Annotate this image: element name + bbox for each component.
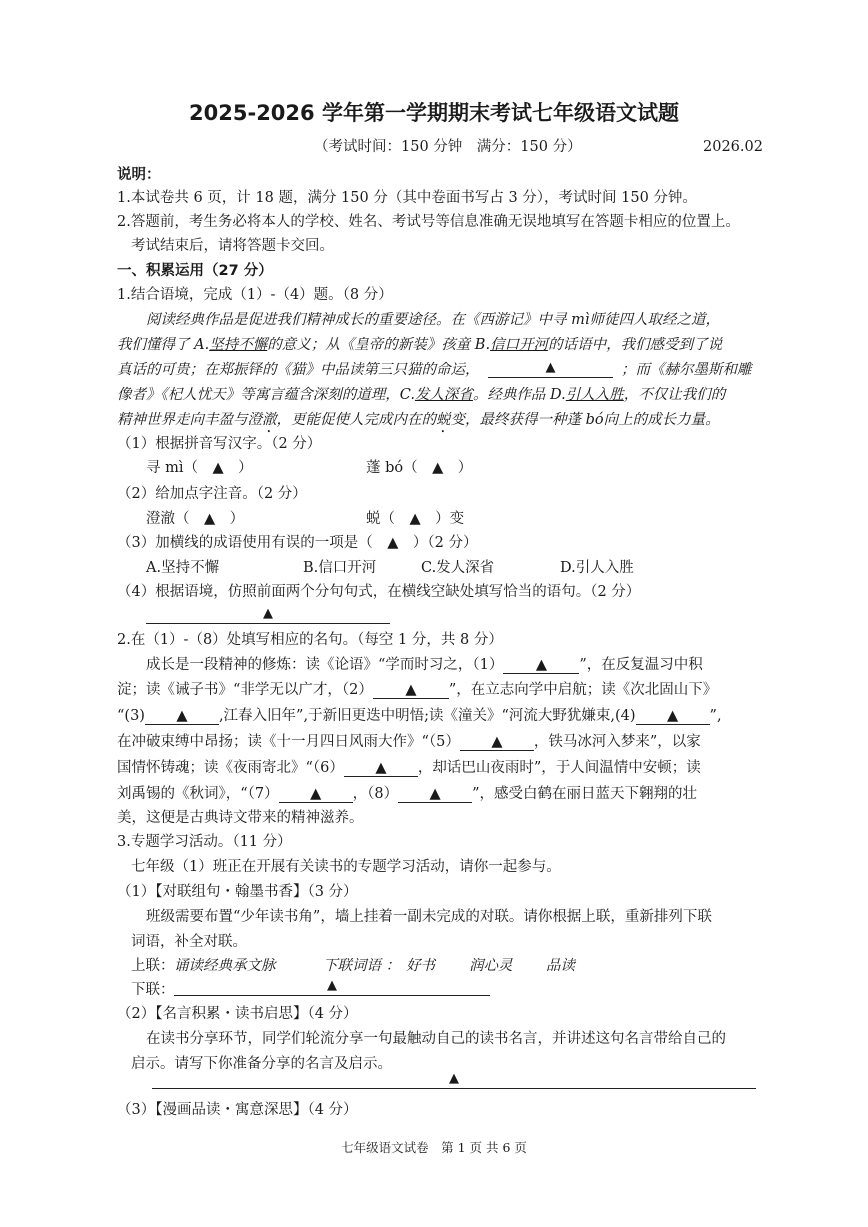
- q1-sub3: （3）加横线的成语使用有误的一项是（ ▲ ）（2 分）: [117, 535, 478, 551]
- q3-sub2-p1: 在读书分享环节，同学们轮流分享一句最触动自己的读书名言，并讲述这句名言带给自己的: [146, 1031, 726, 1047]
- page-footer: 七年级语文试卷 第 1 页 共 6 页: [341, 1140, 527, 1155]
- q1-passage-line-2: [117, 336, 722, 354]
- q2-l3c: ”,: [709, 708, 722, 724]
- exam-meta: （考试时间：150 分钟 满分：150 分）: [314, 139, 582, 155]
- q2-l3b: ,江春入旧年”,于新旧更迭中明悟;读《潼关》“河流大野犹嫌束,(4): [218, 708, 636, 724]
- q2-l2b: ”，在立志向学中启航；读《次北固山下》: [448, 682, 718, 698]
- q1-passage-line-3b: ；而《赫尔墨斯和雕: [621, 362, 752, 378]
- q2-blank-7[interactable]: ▲: [279, 786, 353, 803]
- upper-couplet-text: 诵读经典承文脉: [174, 958, 276, 974]
- q1-passage-line-5: [117, 411, 720, 436]
- q2-l6a: 刘禹锡的《秋词》，“（7）: [117, 786, 279, 802]
- q3-sub1: （1）【对联组句・翰墨书香】（3 分）: [117, 884, 358, 900]
- q2-l6c: ”，感受白鹤在丽日蓝天下翱翔的壮: [472, 786, 698, 802]
- q2-blank-1[interactable]: ▲: [503, 657, 579, 674]
- q2-line-3: [117, 707, 722, 725]
- q1-passage-line-1: 阅读经典作品是促进我们精神成长的重要途径。在《西游记》中寻 mì师徒四人取经之道，: [146, 312, 720, 328]
- q2-line-4: [117, 733, 701, 751]
- q2-l5b: ，却话巴山夜雨时”，于人间温情中安顿；读: [417, 760, 701, 776]
- q1-sub1-a[interactable]: 寻 mì（ ▲ ）: [146, 460, 253, 476]
- idiom-a: 坚持不懈: [209, 337, 268, 353]
- option-c[interactable]: C.发人深省: [421, 560, 495, 576]
- notes-label: 说明：: [117, 167, 161, 183]
- lower-couplet-label: 下联：: [131, 982, 175, 998]
- exam-title: 2025-2026 学年第一学期期末考试七年级语文试题: [189, 101, 679, 125]
- dotted-char-tui: 蜕: [436, 412, 451, 428]
- q1-p5c: 变，最终获得一种蓬 bó向上的成长力量。: [450, 412, 720, 428]
- q2-l3a: “(3): [117, 708, 145, 724]
- q1-p2a: 我们懂得了 A.: [117, 337, 210, 353]
- q3-sub3: （3）【漫画品读・寓意深思】（4 分）: [117, 1102, 358, 1118]
- upper-couplet-label: 上联：: [131, 958, 175, 974]
- exam-date: 2026.02: [703, 139, 763, 155]
- idiom-c: 发人深省: [414, 387, 473, 403]
- section-heading: 一、积累运用（27 分）: [117, 263, 273, 279]
- q3-intro: 七年级（1）班正在开展有关读书的专题学习活动，请你一起参与。: [131, 859, 561, 875]
- q2-stem: 2.在（1）-（8）处填写相应的名句。（每空 1 分，共 8 分）: [117, 632, 503, 648]
- q1-p2c: 的话语中，我们感受到了说: [548, 337, 723, 353]
- q2-l2a: 淀；读《诫子书》“非学无以广才，（2）: [117, 682, 373, 698]
- q2-line-6: [117, 785, 697, 803]
- q1-passage-blank[interactable]: ▲: [488, 359, 613, 378]
- q1-sub2: （2）给加点字注音。（2 分）: [117, 486, 307, 502]
- lower-word-3: 品读: [546, 958, 575, 974]
- q2-line-2: [117, 681, 717, 699]
- q2-blank-8[interactable]: ▲: [398, 786, 472, 803]
- q2-l1a: 成长是一段精神的修炼：读《论语》“学而时习之，（1）: [146, 657, 504, 673]
- q2-line-7: 美，这便是古典诗文带来的精神滋养。: [117, 810, 364, 826]
- q1-p5b: ，更能促使人完成内在的: [276, 412, 436, 428]
- note-1: 1.本试卷共 6 页，计 18 题，满分 150 分（其中卷面书写占 3 分），考试时间 150 分钟。: [117, 190, 697, 206]
- q3-stem: 3.专题学习活动。（11 分）: [117, 834, 292, 850]
- q2-blank-5[interactable]: ▲: [460, 734, 534, 751]
- q1-sub2-a[interactable]: 澄澈（ ▲ ）: [146, 511, 245, 527]
- q2-blank-4[interactable]: ▲: [636, 708, 710, 725]
- q1-p4c: ，不仅让我们的: [623, 387, 726, 403]
- q2-line-5: [117, 759, 701, 777]
- q2-l1b: ”，在反复温习中积: [579, 657, 703, 673]
- q1-sub4-answer-line[interactable]: ▲: [146, 605, 390, 624]
- q1-sub4: （4）根据语境，仿照前面两个分句句式，在横线空缺处填写恰当的语句。（2 分）: [117, 584, 641, 600]
- q1-sub2-b[interactable]: 蜕（ ▲ ）变: [366, 511, 465, 527]
- q1-stem: 1.结合语境，完成（1）-（4）题。（8 分）: [117, 287, 393, 303]
- q1-sub1: （1）根据拼音写汉字。（2 分）: [117, 436, 322, 452]
- q3-sub2-p2: 启示。请写下你准备分享的名言及启示。: [131, 1056, 392, 1072]
- q1-sub1-b[interactable]: 蓬 bó（ ▲ ）: [366, 460, 473, 476]
- note-2: 2.答题前，考生务必将本人的学校、姓名、考试号等信息准确无误地填写在答题卡相应的位置上。: [117, 214, 740, 230]
- q1-p4b: 。经典作品 D.: [472, 387, 566, 403]
- q1-passage-line-3: 真话的可贵；在郑振铎的《猫》中品读第三只猫的命运，: [117, 362, 480, 378]
- option-d[interactable]: D.引人入胜: [560, 560, 634, 576]
- q1-p2b: 的意义；从《皇帝的新装》孩童 B.: [267, 337, 491, 353]
- q3-sub2: （2）【名言积累・读书启思】（4 分）: [117, 1006, 358, 1022]
- dotted-char-che: 澈: [262, 412, 277, 428]
- q2-blank-2[interactable]: ▲: [373, 682, 449, 699]
- q2-blank-3[interactable]: ▲: [145, 708, 219, 725]
- lower-words-label: 下联词语 ：: [323, 958, 401, 974]
- lower-word-1: 好书: [406, 958, 435, 974]
- idiom-b: 信口开河: [490, 337, 549, 353]
- q3-sub1-p2: 词语，补全对联。: [131, 934, 247, 950]
- q3-sub2-answer-line[interactable]: ▲: [152, 1070, 756, 1089]
- q2-l4a: 在冲破束缚中昂扬；读《十一月四日风雨大作》“（5）: [117, 734, 460, 750]
- q2-l5a: 国情怀铸魂；读《夜雨寄北》“（6）: [117, 760, 344, 776]
- option-b[interactable]: B.信口开河: [303, 560, 377, 576]
- q1-passage-line-4: [117, 386, 725, 404]
- q2-l6b: ，（8）: [352, 786, 399, 802]
- q2-l4b: ，铁马冰河入梦来”，以家: [533, 734, 701, 750]
- lower-couplet-answer-line[interactable]: ▲: [174, 977, 490, 996]
- q2-line-1: [146, 656, 703, 674]
- q1-p4a: 像者》《杞人忧天》等寓言蕴含深刻的道理，C.: [117, 387, 415, 403]
- lower-word-2: 润心灵: [469, 958, 513, 974]
- option-a[interactable]: A.坚持不懈: [146, 560, 220, 576]
- idiom-d: 引人入胜: [565, 387, 624, 403]
- note-2-cont: 考试结束后，请将答题卡交回。: [131, 238, 334, 254]
- q2-blank-6[interactable]: ▲: [344, 760, 418, 777]
- q3-sub1-p1: 班级需要布置“少年读书角”，墙上挂着一副未完成的对联。请你根据上联，重新排列下联: [146, 909, 712, 925]
- q1-p5a: 精神世界走向丰盈与澄: [117, 412, 262, 428]
